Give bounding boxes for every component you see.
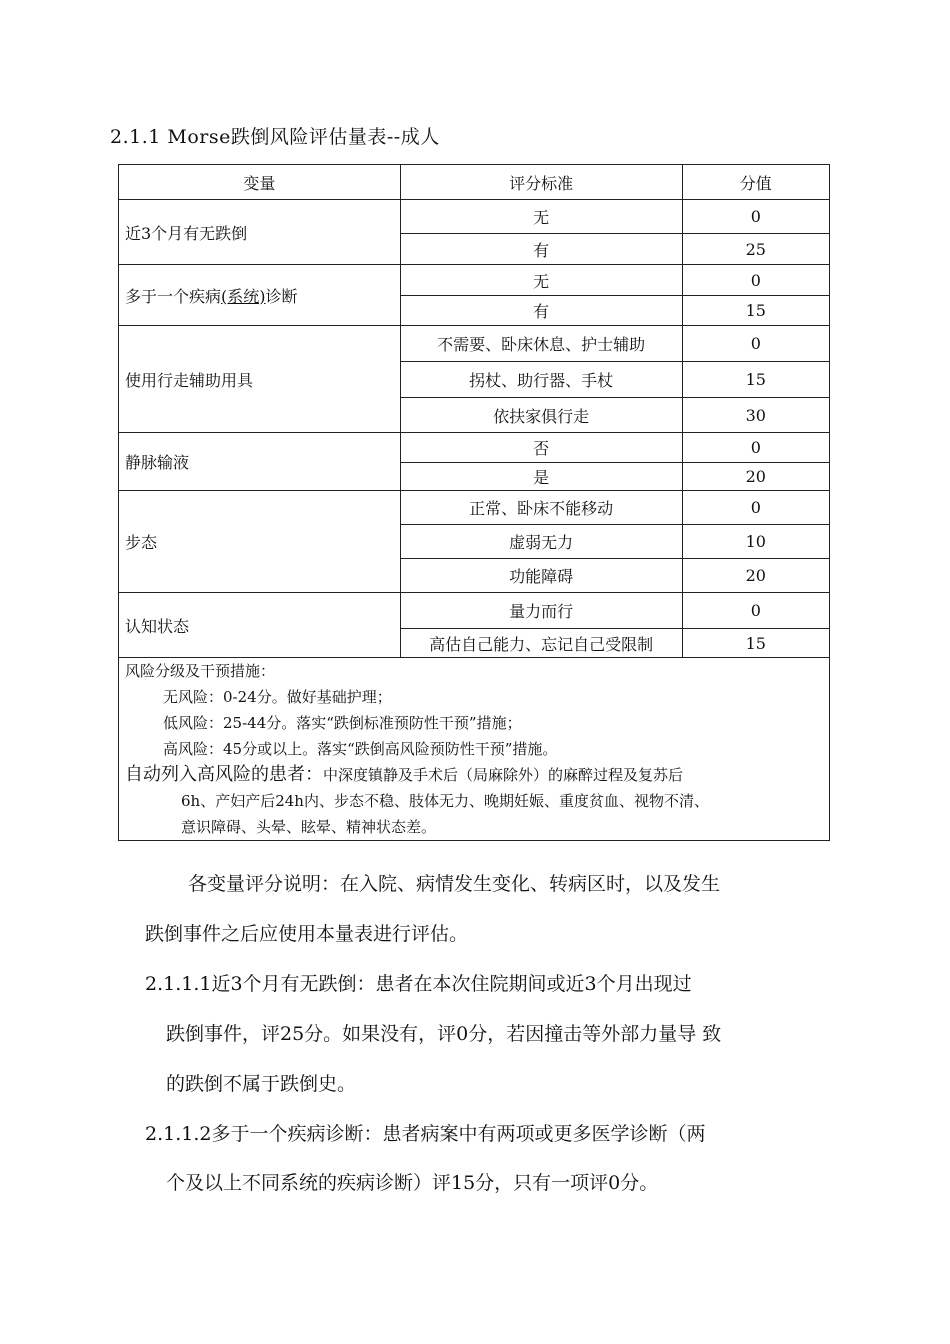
score-cell: 20 [682,463,829,491]
paragraph-line: 个及以上不同系统的疾病诊断）评15分，只有一项评0分。 [166,1172,659,1194]
variable-cell: 使用行走辅助用具 [119,326,401,433]
score-cell: 15 [682,629,829,658]
table-row [119,200,830,234]
criterion-cell: 拐杖、助行器、手杖 [400,362,682,398]
paragraph-line: 2.1.1.1近3个月有无跌倒：患者在本次住院期间或近3个月出现过 [145,973,692,995]
criterion-cell: 有 [400,234,682,265]
criterion-cell: 不需要、卧床休息、护士辅助 [400,326,682,362]
paragraph-line: 各变量评分说明：在入院、病情发生变化、转病区时，以及发生 [188,873,721,895]
score-cell: 30 [682,398,829,433]
score-cell: 0 [682,593,829,629]
score-cell: 0 [682,200,829,234]
variable-cell: 近3个月有无跌倒 [119,200,401,265]
criterion-cell: 正常、卧床不能移动 [400,491,682,525]
notes-row [119,658,830,841]
criterion-cell: 高估自己能力、忘记自己受限制 [400,629,682,658]
table-header-row [119,165,830,200]
score-cell: 25 [682,234,829,265]
table-row [119,433,830,463]
score-cell: 15 [682,362,829,398]
table-row [119,326,830,362]
score-cell: 0 [682,265,829,296]
criterion-cell: 量力而行 [400,593,682,629]
variable-underlined-text: (系统) [221,286,266,306]
variable-cell: 静脉输液 [119,433,401,491]
score-cell: 15 [682,296,829,326]
paragraph-line: 的跌倒不属于跌倒史。 [166,1073,357,1095]
notes-line: 意识障碍、头晕、眩晕、精神状态差。 [181,818,437,836]
paragraph-line: 跌倒事件，评25分。如果没有，评0分，若因撞击等外部力量导 致 [166,1023,722,1045]
auto-high-risk-text: 中深度镇静及手术后（局麻除外）的麻醉过程及复苏后 [323,766,684,784]
criterion-cell: 虚弱无力 [400,525,682,559]
notes-line: 无风险：0-24分。做好基础护理； [163,688,392,706]
header-score: 分值 [682,165,829,200]
auto-high-risk-label: 自动列入高风险的患者： [125,764,323,785]
auto-high-risk-line [125,762,823,788]
variable-cell: 认知状态 [119,593,401,658]
variable-cell: 步态 [119,491,401,593]
criterion-cell: 无 [400,200,682,234]
criterion-cell: 无 [400,265,682,296]
table-row [119,265,830,296]
variable-text: 多于一个疾病 [125,286,222,306]
variable-text: 诊断 [265,286,298,306]
table-row [119,593,830,629]
variable-cell [119,265,401,326]
notes-line: 低风险：25-44分。落实“跌倒标准预防性干预”措施； [163,714,522,732]
criterion-cell: 功能障碍 [400,559,682,593]
score-cell: 20 [682,559,829,593]
notes-title: 风险分级及干预措施： [125,662,276,680]
notes-line: 高风险：45分或以上。落实“跌倒高风险预防性干预”措施。 [163,740,558,758]
criterion-cell: 是 [400,463,682,491]
criterion-cell: 有 [400,296,682,326]
score-cell: 0 [682,491,829,525]
header-variable: 变量 [119,165,401,200]
notes-line: 6h、产妇产后24h内、步态不稳、肢体无力、晚期妊娠、重度贫血、视物不清、 [181,792,709,810]
criterion-cell: 否 [400,433,682,463]
risk-notes-cell [119,658,830,841]
section-heading: 2.1.1 Morse跌倒风险评估量表--成人 [110,126,440,148]
paragraph-line: 跌倒事件之后应使用本量表进行评估。 [145,923,469,945]
score-cell: 10 [682,525,829,559]
paragraph-line: 2.1.1.2多于一个疾病诊断：患者病案中有两项或更多医学诊断（两 [145,1123,706,1145]
header-criterion: 评分标准 [400,165,682,200]
table-row [119,491,830,525]
score-cell: 0 [682,433,829,463]
score-cell: 0 [682,326,829,362]
morse-fall-risk-table [118,164,830,841]
criterion-cell: 依扶家俱行走 [400,398,682,433]
